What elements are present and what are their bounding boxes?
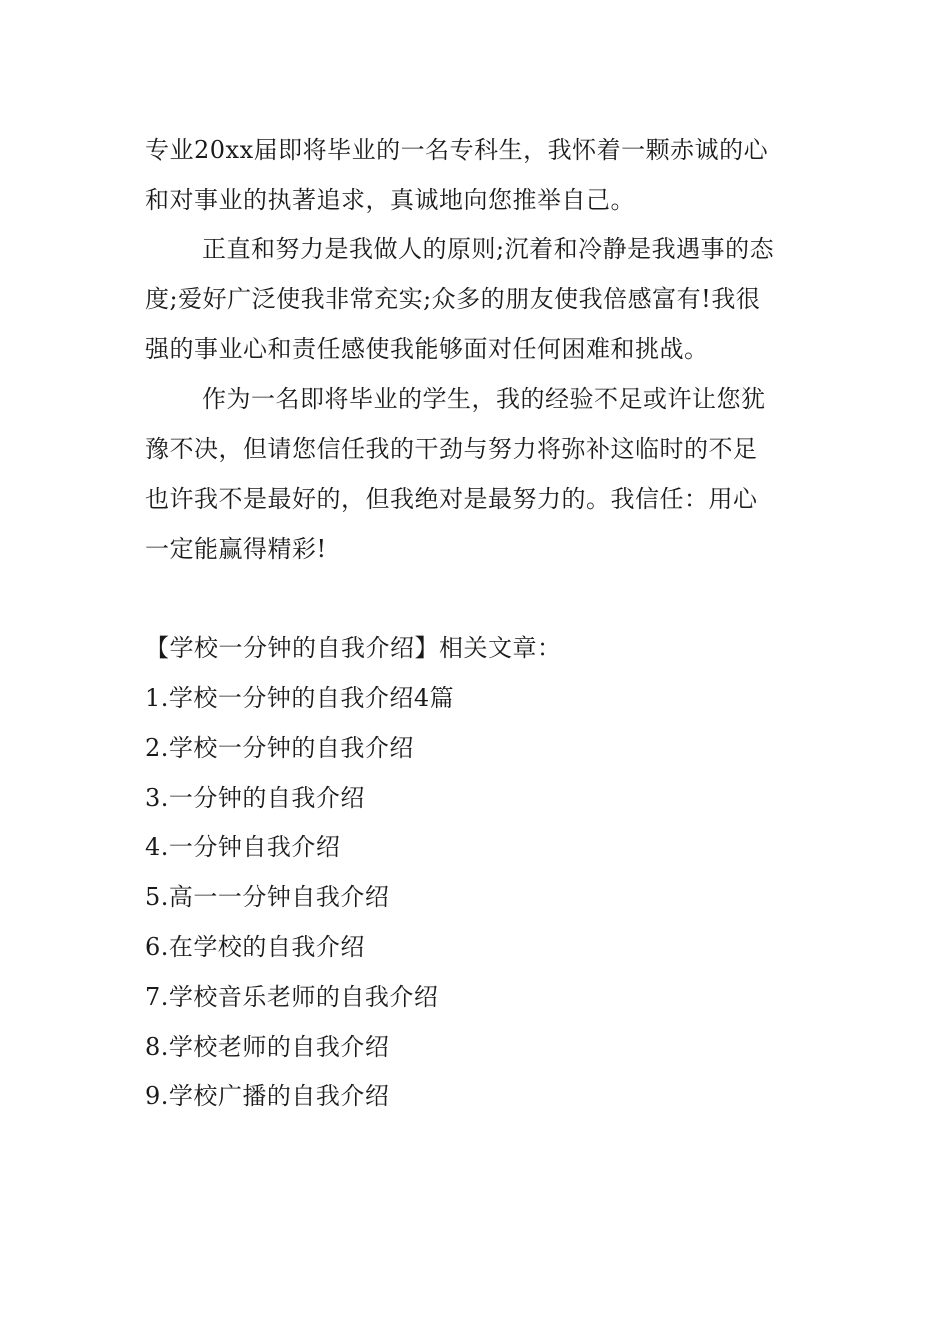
paragraph-2-line-3: 强的事业心和责任感使我能够面对任何困难和挑战。	[145, 335, 709, 363]
paragraph-2-line-1: 正直和努力是我做人的原则;沉着和冷静是我遇事的态	[202, 235, 775, 263]
related-item-1[interactable]: 1.学校一分钟的自我介绍4篇	[145, 684, 455, 712]
related-item-5[interactable]: 5.高一一分钟自我介绍	[145, 883, 390, 911]
paragraph-3-line-1: 作为一名即将毕业的学生，我的经验不足或许让您犹	[202, 385, 766, 413]
related-item-6[interactable]: 6.在学校的自我介绍	[145, 933, 365, 961]
paragraph-3-line-4: 一定能赢得精彩!	[145, 535, 327, 563]
related-item-3[interactable]: 3.一分钟的自我介绍	[145, 784, 365, 812]
paragraph-2-line-2: 度;爱好广泛使我非常充实;众多的朋友使我倍感富有!我很	[145, 285, 761, 313]
related-item-9[interactable]: 9.学校广播的自我介绍	[145, 1082, 390, 1110]
paragraph-1-line-2: 和对事业的执著追求，真诚地向您推举自己。	[145, 186, 635, 214]
paragraph-3-line-2: 豫不决，但请您信任我的干劲与努力将弥补这临时的不足	[145, 435, 758, 463]
related-item-4[interactable]: 4.一分钟自我介绍	[145, 833, 341, 861]
related-heading: 【学校一分钟的自我介绍】相关文章：	[145, 634, 562, 662]
related-item-8[interactable]: 8.学校老师的自我介绍	[145, 1033, 390, 1061]
related-item-2[interactable]: 2.学校一分钟的自我介绍	[145, 734, 414, 762]
paragraph-3-line-3: 也许我不是最好的，但我绝对是最努力的。我信任：用心	[145, 485, 758, 513]
related-item-7[interactable]: 7.学校音乐老师的自我介绍	[145, 983, 439, 1011]
paragraph-1-line-1: 专业20xx届即将毕业的一名专科生，我怀着一颗赤诚的心	[145, 136, 769, 164]
